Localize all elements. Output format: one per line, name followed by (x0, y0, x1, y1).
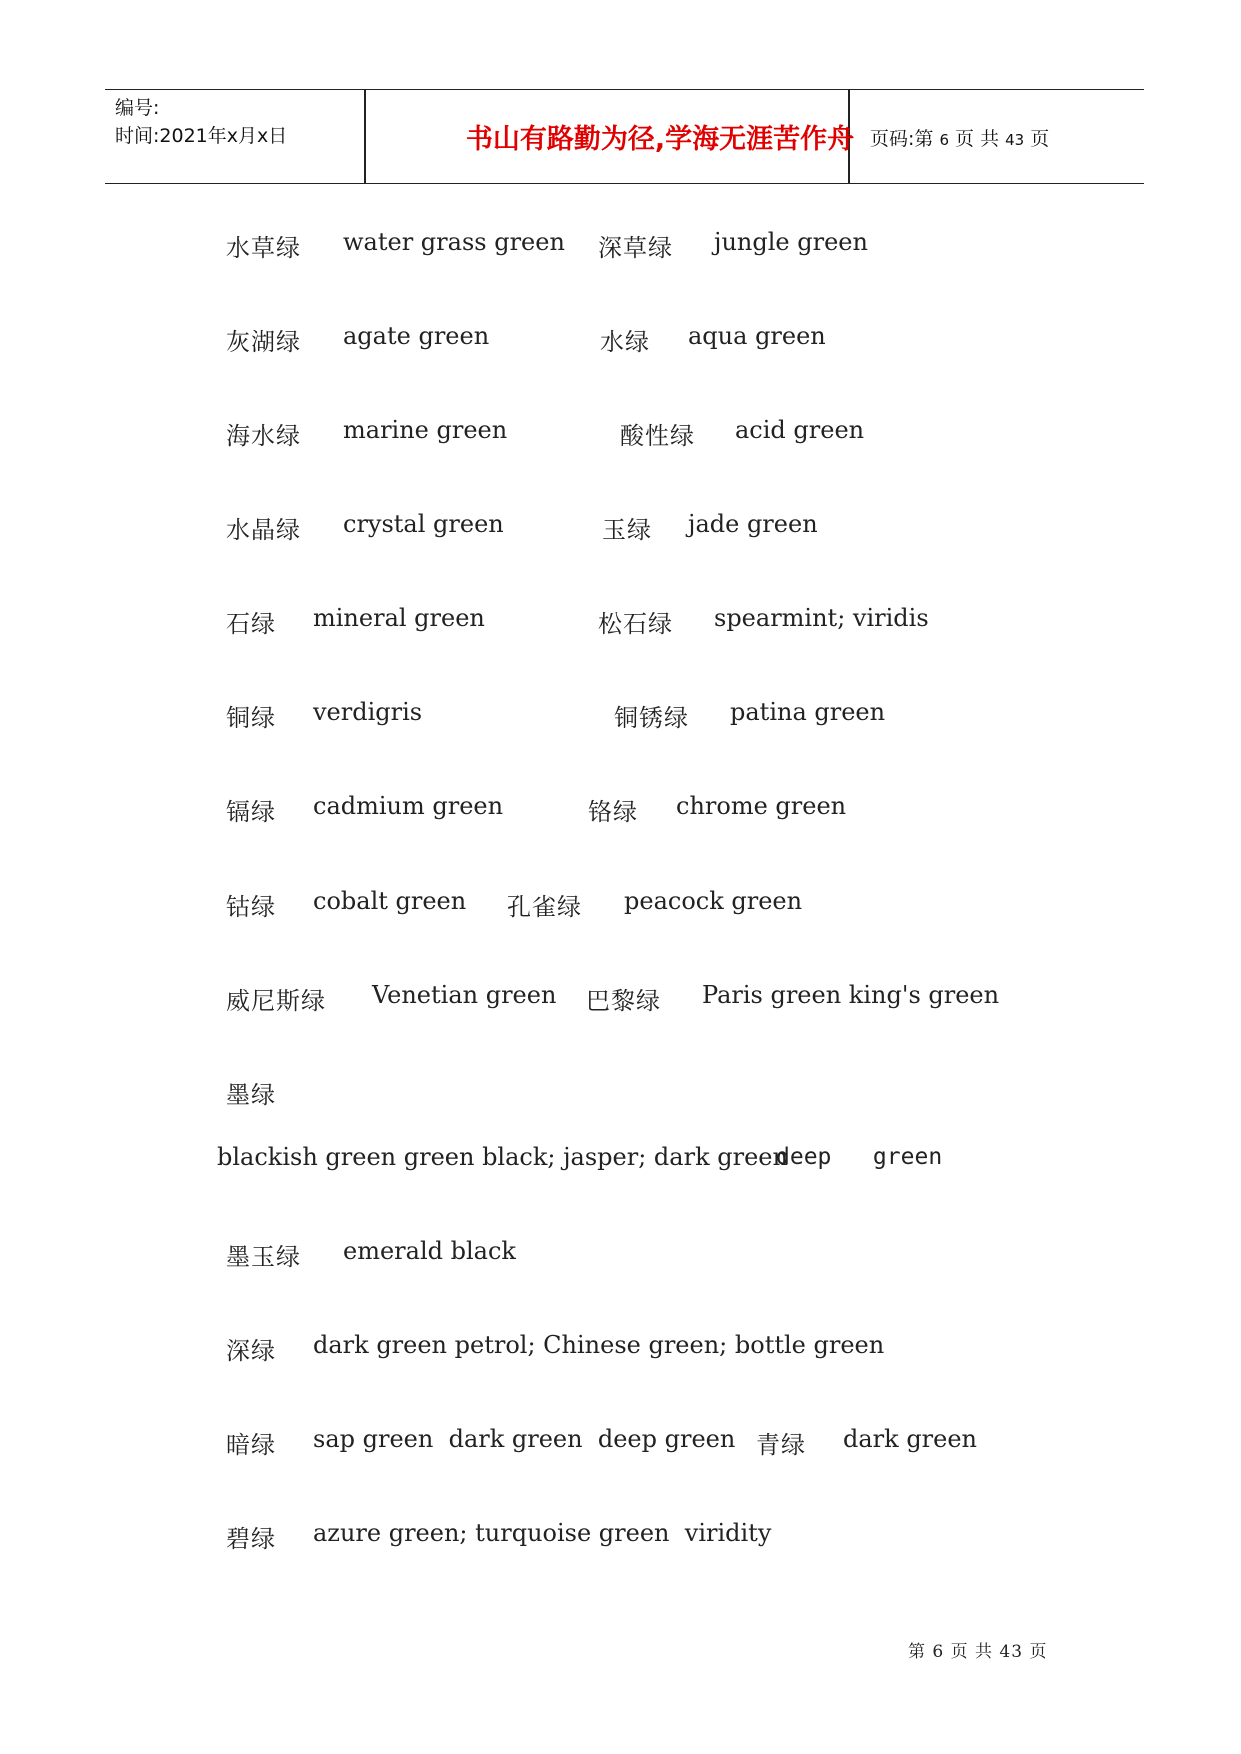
color-en: jade green (688, 510, 818, 538)
page-end: 页 (1030, 128, 1050, 150)
page-number: 6 (939, 131, 949, 149)
color-zh: 碧绿 (226, 1525, 276, 1553)
entry-row (226, 228, 301, 263)
entry-row (313, 698, 422, 726)
color-en: Paris green king's green (702, 981, 1000, 1009)
entry-row (313, 1425, 735, 1453)
entry-row (313, 792, 503, 820)
entry-row (226, 322, 301, 357)
color-zh: 钴绿 (226, 893, 276, 921)
color-en: dark green (843, 1425, 978, 1453)
entry-row (313, 1519, 771, 1547)
color-en: jungle green (714, 228, 868, 256)
entry-row (688, 322, 826, 350)
entry-row (620, 416, 695, 451)
page-mid: 页 共 (955, 128, 1000, 150)
color-zh: 水绿 (600, 328, 650, 356)
color-en: azure green; turquoise green viridity (313, 1519, 772, 1547)
color-zh: 墨玉绿 (226, 1243, 301, 1271)
color-en: aqua green (688, 322, 826, 350)
entry-row (313, 604, 485, 632)
entry-row (614, 698, 689, 733)
color-en: mineral green (313, 604, 485, 632)
color-zh: 深草绿 (598, 234, 673, 262)
entry-row (226, 604, 276, 639)
entry-row (714, 604, 929, 632)
entry-row (226, 698, 276, 733)
color-en: patina green (730, 698, 886, 726)
entry-row (226, 416, 301, 451)
color-en: agate green (343, 322, 490, 350)
color-en: spearmint; viridis (714, 604, 929, 632)
color-en: emerald black (343, 1237, 516, 1265)
entry-row (602, 510, 652, 545)
entry-row (600, 322, 650, 357)
entry-row (688, 510, 818, 538)
color-zh: 海水绿 (226, 422, 301, 450)
entry-row (624, 887, 802, 915)
color-zh: 铜绿 (226, 704, 276, 732)
entry-row (313, 887, 466, 915)
entry-row (226, 792, 276, 827)
entry-row (776, 1144, 942, 1170)
color-zh: 镉绿 (226, 798, 276, 826)
entry-row (588, 792, 638, 827)
color-en: cadmium green (313, 792, 504, 820)
entry-row (598, 228, 673, 263)
entry-row (226, 1237, 301, 1272)
entry-row (226, 1075, 276, 1110)
color-en: peacock green (624, 887, 803, 915)
color-en: blackish green green black; jasper; dark green (217, 1143, 788, 1171)
color-zh: 灰湖绿 (226, 328, 301, 356)
color-en: marine green (343, 416, 508, 444)
entry-row (843, 1425, 977, 1453)
entry-row (226, 1425, 276, 1460)
color-en: crystal green (343, 510, 504, 538)
color-zh: 酸性绿 (620, 422, 695, 450)
entry-row (507, 887, 582, 922)
color-en: chrome green (676, 792, 847, 820)
color-en: cobalt green (313, 887, 467, 915)
entry-row (730, 698, 885, 726)
entry-row (226, 887, 276, 922)
color-en: water grass green (343, 228, 565, 256)
color-zh: 暗绿 (226, 1431, 276, 1459)
entry-row (735, 416, 864, 444)
header-page-info (870, 124, 1049, 151)
serial-label: 编号: (115, 97, 160, 119)
header-meta (115, 94, 287, 150)
color-en: dark green petrol; Chinese green; bottle green (313, 1331, 885, 1359)
color-zh: 铬绿 (588, 798, 638, 826)
color-en: acid green (735, 416, 865, 444)
color-zh: 松石绿 (598, 610, 673, 638)
color-zh: 巴黎绿 (586, 987, 661, 1015)
color-zh: 玉绿 (602, 516, 652, 544)
entry-row (226, 1331, 276, 1366)
entry-row (702, 981, 999, 1009)
entry-row (226, 1519, 276, 1554)
color-en: verdigris (313, 698, 423, 726)
entry-row (676, 792, 846, 820)
color-zh: 墨绿 (226, 1081, 276, 1109)
color-zh: 水晶绿 (226, 516, 301, 544)
entry-row (598, 604, 673, 639)
entry-row (343, 1237, 516, 1265)
color-en: sap green dark green deep green (313, 1425, 736, 1453)
entry-row (714, 228, 868, 256)
color-zh: 铜锈绿 (614, 704, 689, 732)
color-zh: 深绿 (226, 1337, 276, 1365)
color-en: deep green (776, 1144, 943, 1170)
page-label: 页码:第 (870, 128, 934, 150)
entry-row (586, 981, 661, 1016)
entry-row (756, 1425, 806, 1460)
entry-row (372, 981, 556, 1009)
page-footer: 第 6 页 共 43 页 (908, 1642, 1048, 1662)
entry-row (343, 510, 504, 538)
color-zh: 孔雀绿 (507, 893, 582, 921)
color-en: Venetian green (372, 981, 557, 1009)
entry-row (343, 228, 565, 256)
entry-row (226, 981, 326, 1016)
entry-row (313, 1331, 884, 1359)
header-motto: 书山有路勤为径,学海无涯苦作舟 (465, 124, 855, 155)
header-divider (364, 90, 366, 183)
date-label: 时间:2021年x月x日 (115, 125, 288, 147)
page-header (105, 89, 1144, 184)
color-zh: 威尼斯绿 (226, 987, 326, 1015)
color-zh: 石绿 (226, 610, 276, 638)
entry-row (217, 1143, 788, 1171)
color-zh: 青绿 (756, 1431, 806, 1459)
entry-row (226, 510, 301, 545)
color-zh: 水草绿 (226, 234, 301, 262)
entry-row (343, 322, 489, 350)
page-total: 43 (1005, 131, 1025, 149)
entry-row (343, 416, 507, 444)
